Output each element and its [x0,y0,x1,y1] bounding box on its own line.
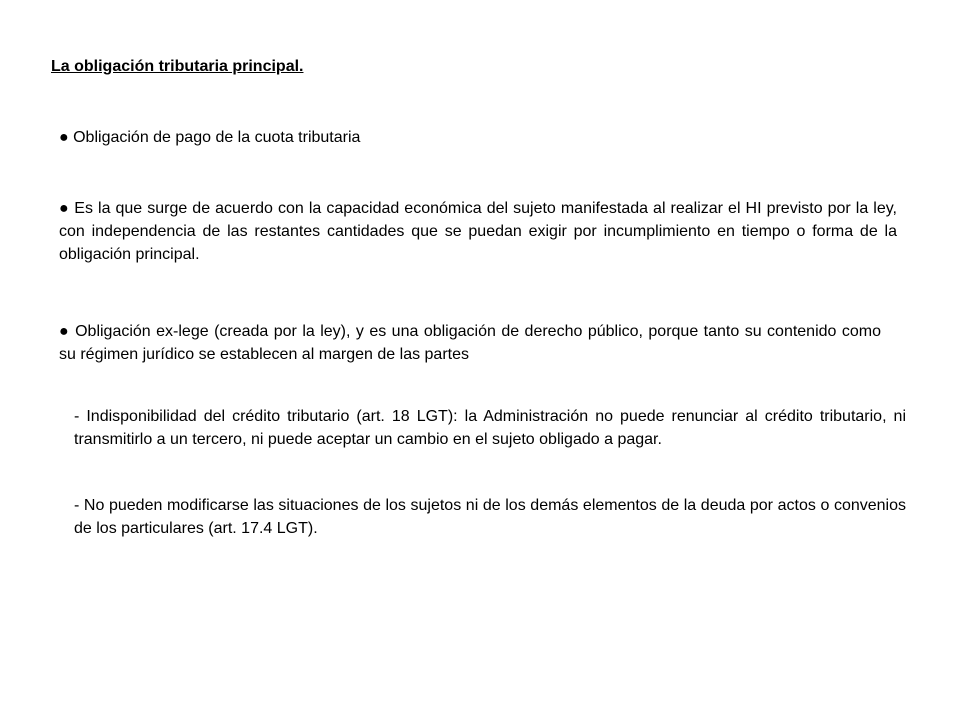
sub-item-no-modificacion: - No pueden modificarse las situaciones de los sujetos ni de los demás elementos de la deuda por actos o convenios de los particulares (art. 17.4 LGT). [74,497,906,537]
bullet-payment-obligation: ● Obligación de pago de la cuota tributaria [59,129,361,146]
sub-item-indisponibilidad: - Indisponibilidad del crédito tributario (art. 18 LGT): la Administración no puede renunciar al crédito tributario, ni transmitirlo a un tercero, ni puede aceptar un cambio en el sujeto obligado a pagar. [74,408,906,448]
bullet-ex-lege: ● Obligación ex-lege (creada por la ley), y es una obligación de derecho público, porque tanto su contenido como su régimen jurídico se establecen al margen de las partes [59,323,881,363]
bullet-economic-capacity: ● Es la que surge de acuerdo con la capacidad económica del sujeto manifestada al realizar el HI previsto por la ley, con independencia de las restantes cantidades que se puedan exigir por incumplimiento en tiempo o forma de la obligación principal. [59,200,897,263]
page-title: La obligación tributaria principal. [51,58,304,75]
